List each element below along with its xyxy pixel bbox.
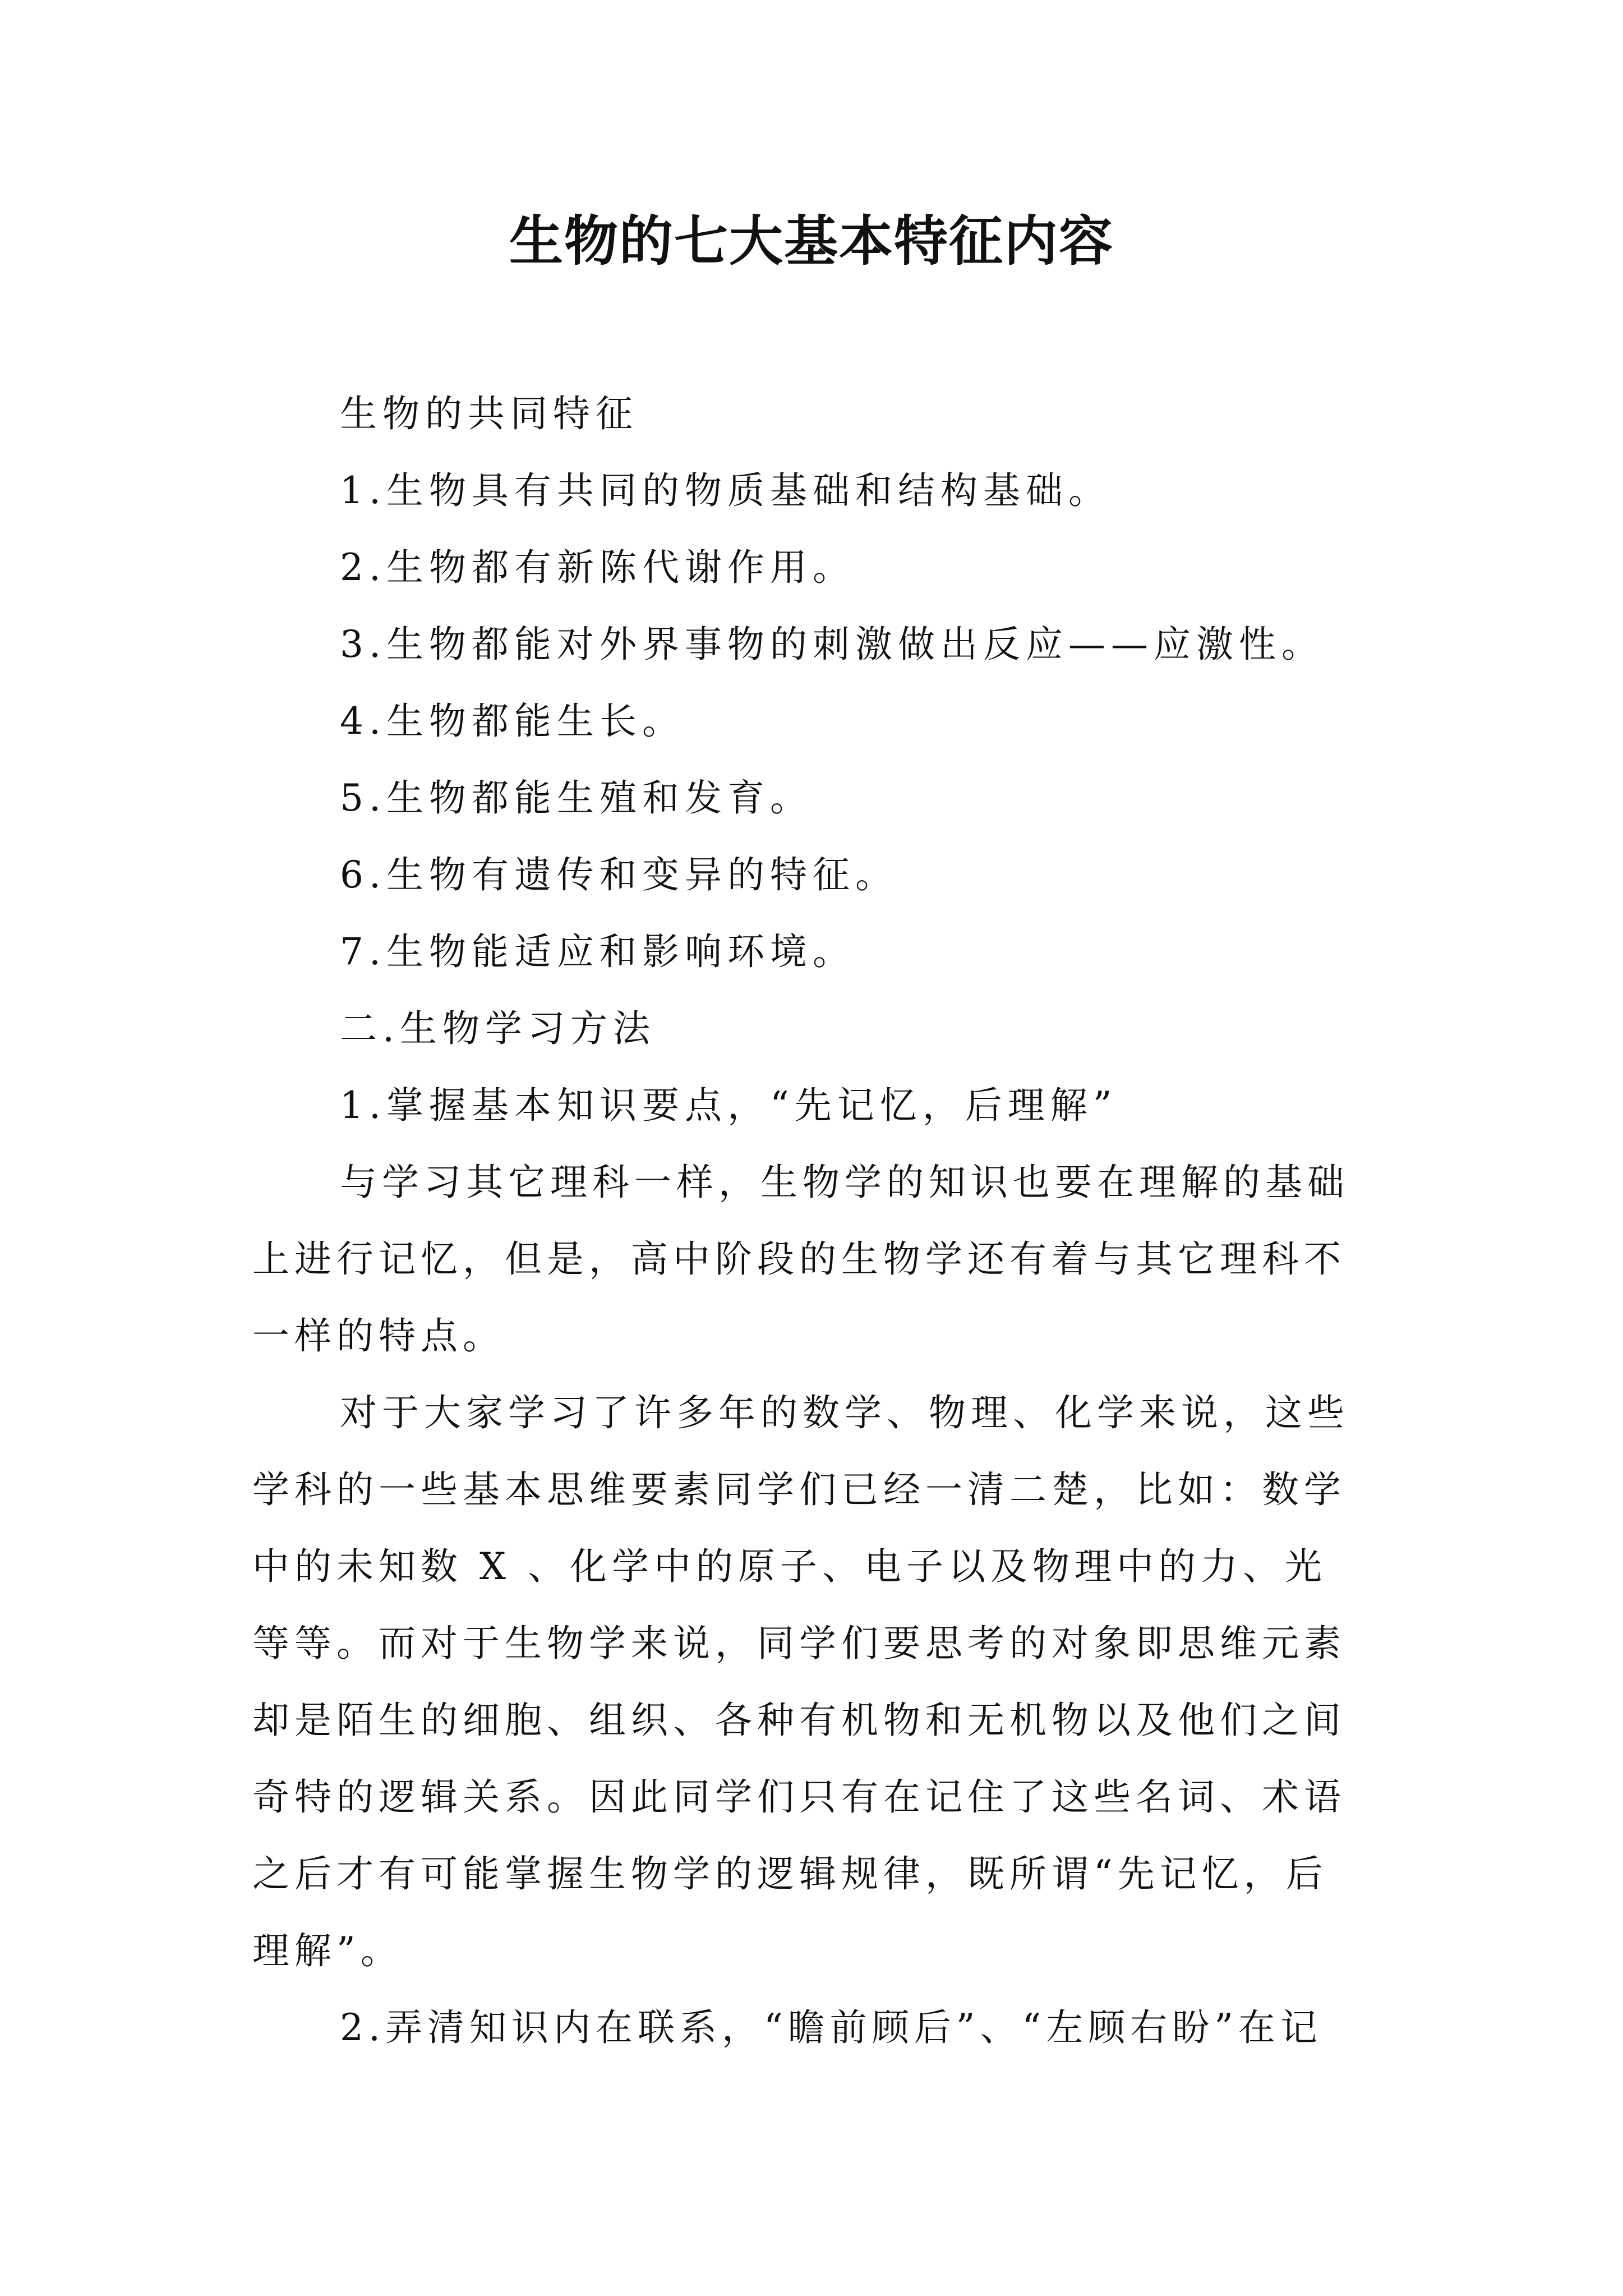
text-line: 却是陌生的细胞、组织、各种有机物和无机物以及他们之间: [252, 1699, 1346, 1742]
text-line: 学科的一些基本思维要素同学们已经一清二楚，比如：数学: [252, 1468, 1346, 1511]
text-line: 理解”。: [252, 1929, 403, 1972]
text-line: 3.生物都能对外界事物的刺激做出反应——应激性。: [340, 623, 1324, 666]
text-line: 生物的共同特征: [340, 392, 638, 435]
text-line: 4.生物都能生长。: [340, 700, 685, 743]
text-line: 一样的特点。: [252, 1314, 505, 1358]
text-line: 之后才有可能掌握生物学的逻辑规律，既所谓“先记忆，后: [252, 1852, 1328, 1895]
text-line: 1.掌握基本知识要点，“先记忆，后理解”: [340, 1084, 1118, 1127]
text-line: 6.生物有遗传和变异的特征。: [340, 853, 898, 896]
text-line: 7.生物能适应和影响环境。: [340, 930, 855, 973]
text-line: 5.生物都能生殖和发育。: [340, 776, 813, 820]
text-line: 2.弄清知识内在联系，“瞻前顾后”、“左顾右盼”在记: [340, 2006, 1322, 2049]
text-line: 等等。而对于生物学来说，同学们要思考的对象即思维元素: [252, 1622, 1346, 1665]
text-line: 中的未知数 X 、化学中的原子、电子以及物理中的力、光: [252, 1545, 1327, 1588]
text-line: 2.生物都有新陈代谢作用。: [340, 546, 855, 589]
text-line: 对于大家学习了许多年的数学、物理、化学来说，这些: [340, 1391, 1349, 1434]
document-body: [252, 375, 1374, 2066]
text-line: 1.生物具有共同的物质基础和结构基础。: [340, 469, 1111, 512]
text-line: 奇特的逻辑关系。因此同学们只有在记住了这些名词、术语: [252, 1775, 1346, 1819]
text-line: 上进行记忆，但是，高中阶段的生物学还有着与其它理科不: [252, 1237, 1346, 1281]
text-line: 与学习其它理科一样，生物学的知识也要在理解的基础: [340, 1161, 1349, 1204]
text-line: 二.生物学习方法: [340, 1007, 656, 1050]
document-title: 生物的七大基本特征内容: [509, 209, 1114, 273]
